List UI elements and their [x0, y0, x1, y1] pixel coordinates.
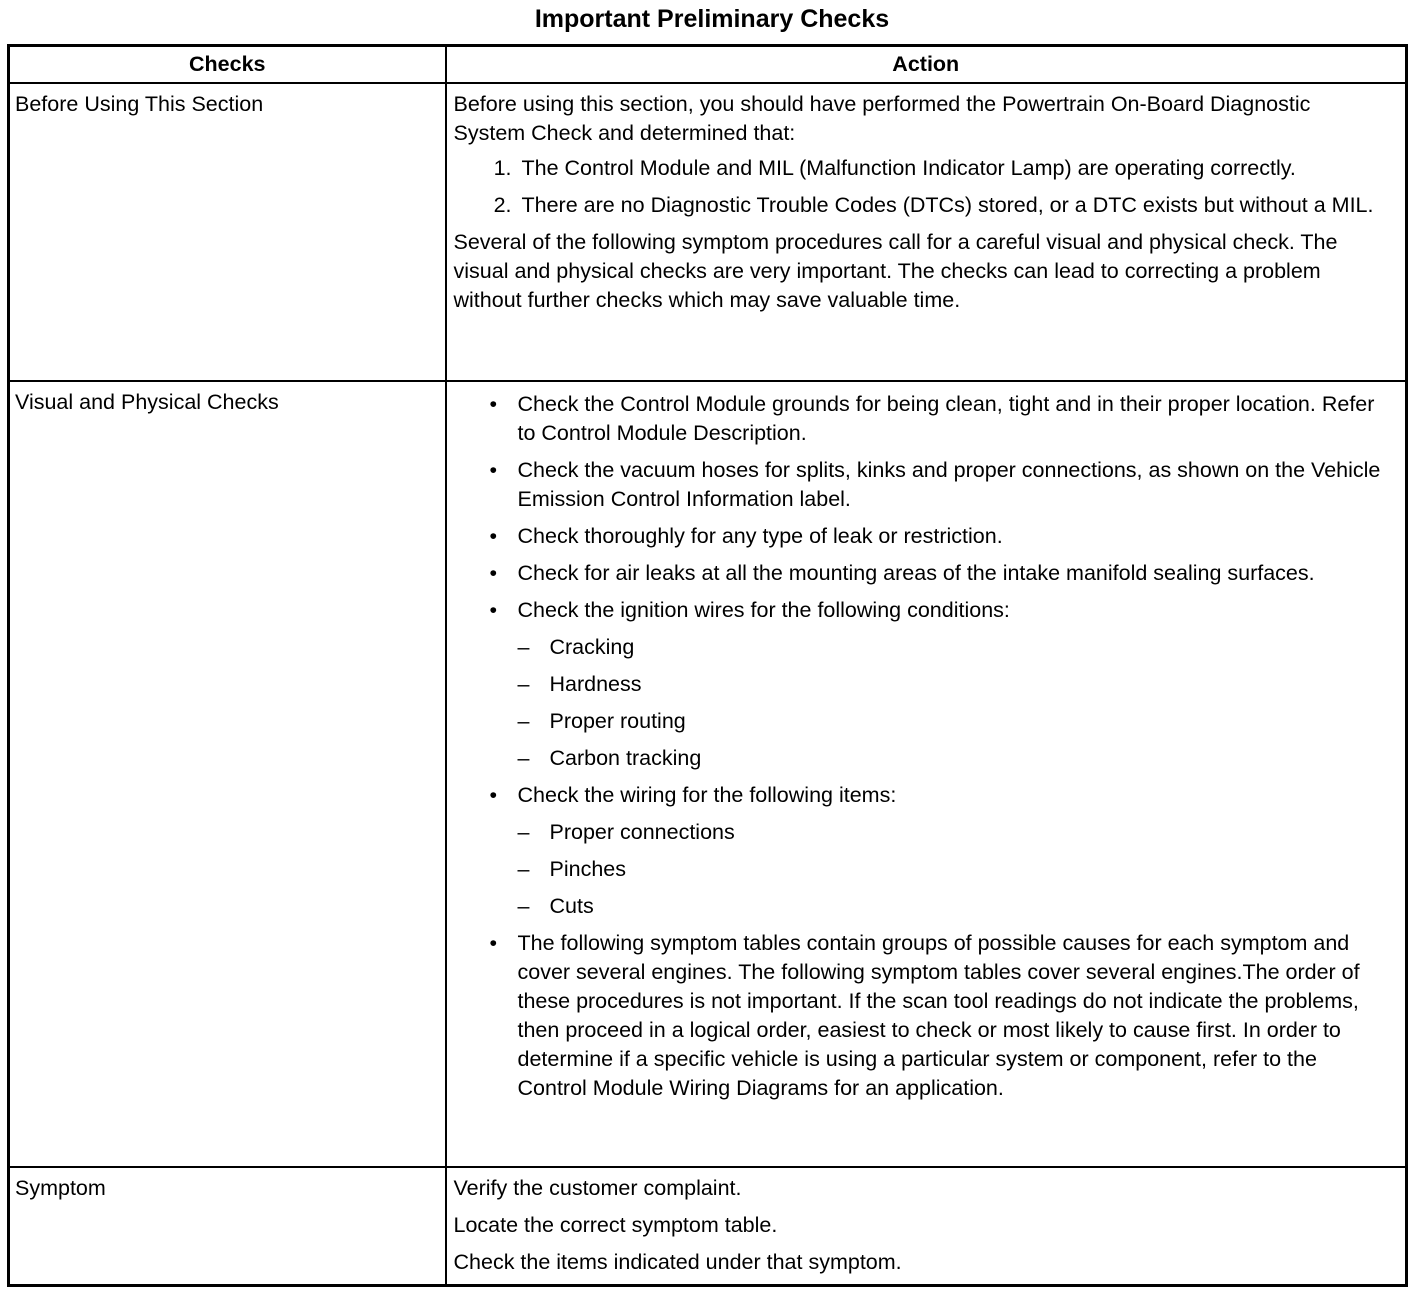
dash-marker: – — [517, 709, 530, 733]
row-action-before-using — [446, 83, 1407, 381]
dash-item — [518, 670, 1388, 699]
preliminary-checks-table — [7, 44, 1408, 1287]
table-row-before-using — [9, 83, 1407, 381]
bullet-marker: • — [489, 524, 498, 548]
row-label-symptom: Symptom — [9, 1167, 446, 1285]
bullet-marker: • — [489, 931, 498, 955]
dash-text: Carbon tracking — [549, 746, 702, 770]
visual-bullet-list — [454, 390, 1388, 1103]
bullet-item — [454, 559, 1388, 588]
dash-text: Hardness — [549, 672, 642, 696]
before-intro: Before using this section, you should have performed the Powertrain On-Board Diagnostic System Check and determined that: — [453, 92, 1311, 145]
dash-item — [518, 707, 1388, 736]
dash-item — [518, 818, 1388, 847]
bullet-text: Check for air leaks at all the mounting areas of the intake manifold sealing surfaces. — [517, 561, 1315, 585]
dash-text: Cracking — [549, 635, 635, 659]
bullet-text: Check the ignition wires for the following conditions: — [517, 598, 1010, 622]
dash-marker: – — [517, 857, 530, 881]
dash-marker: – — [517, 746, 530, 770]
dash-text: Cuts — [549, 894, 594, 918]
symptom-line: Locate the correct symptom table. — [453, 1213, 778, 1237]
dash-item — [518, 633, 1388, 662]
bullet-marker: • — [489, 561, 498, 585]
page-title: Important Preliminary Checks — [534, 5, 890, 33]
dash-marker: – — [517, 894, 530, 918]
ignition-conditions-list — [518, 633, 1388, 773]
bullet-text: Check the wiring for the following items: — [517, 783, 897, 807]
dash-marker: – — [517, 672, 530, 696]
bullet-text: Check the Control Module grounds for being clean, tight and in their proper location. Refer to Control Module Description. — [517, 392, 1375, 445]
bullet-item — [454, 781, 1388, 921]
wiring-items-list — [518, 818, 1388, 921]
row-label-before-using: Before Using This Section — [9, 83, 446, 381]
bullet-marker: • — [489, 458, 498, 482]
bullet-item — [454, 929, 1388, 1103]
bullet-item — [454, 522, 1388, 551]
symptom-line: Verify the customer complaint. — [453, 1176, 742, 1200]
before-numbered-list — [454, 154, 1388, 220]
bullet-item — [454, 390, 1388, 448]
bullet-item — [454, 456, 1388, 514]
row-action-symptom — [446, 1167, 1407, 1285]
bullet-text: Check the vacuum hoses for splits, kinks and proper connections, as shown on the Vehicle Emission Control Information label. — [517, 458, 1381, 511]
header-action: Action — [446, 46, 1407, 84]
table-row-visual-physical — [9, 381, 1407, 1167]
bullet-text: The following symptom tables contain groups of possible causes for each symptom and cover several engines. The following symptom tables cover several engines.The order of these procedures is not important. If the scan tool readings do not indicate the problems, then proceed in a logical order, easiest to check or most likely to cause first. In order to determine if a specific vehicle is using a particular system or component, refer to the Control Module Wiring Diagrams for an application. — [517, 931, 1360, 1100]
dash-marker: – — [517, 635, 530, 659]
dash-text: Proper routing — [549, 709, 686, 733]
dash-text: Proper connections — [549, 820, 735, 844]
bullet-marker: • — [489, 598, 498, 622]
bullet-marker: • — [489, 783, 498, 807]
row-action-visual-physical — [446, 381, 1407, 1167]
bullet-item — [454, 596, 1388, 773]
bullet-marker: • — [489, 392, 498, 416]
before-outro: Several of the following symptom procedures call for a careful visual and physical check. The visual and physical checks are very important. The checks can lead to correcting a problem without further checks which may save valuable time. — [453, 230, 1338, 312]
dash-item — [518, 744, 1388, 773]
header-checks: Checks — [9, 46, 446, 84]
table-header-row — [9, 46, 1407, 84]
dash-item — [518, 892, 1388, 921]
row-label-visual-physical: Visual and Physical Checks — [9, 381, 446, 1167]
numbered-item: 1. The Control Module and MIL (Malfunction Indicator Lamp) are operating correctly. — [518, 154, 1388, 183]
table-row-symptom — [9, 1167, 1407, 1285]
bullet-text: Check thoroughly for any type of leak or restriction. — [517, 524, 1003, 548]
dash-text: Pinches — [549, 857, 626, 881]
numbered-item: 2. There are no Diagnostic Trouble Codes (DTCs) stored, or a DTC exists but without a MIL. — [518, 191, 1388, 220]
dash-marker: – — [517, 820, 530, 844]
dash-item — [518, 855, 1388, 884]
symptom-line: Check the items indicated under that symptom. — [453, 1250, 902, 1274]
